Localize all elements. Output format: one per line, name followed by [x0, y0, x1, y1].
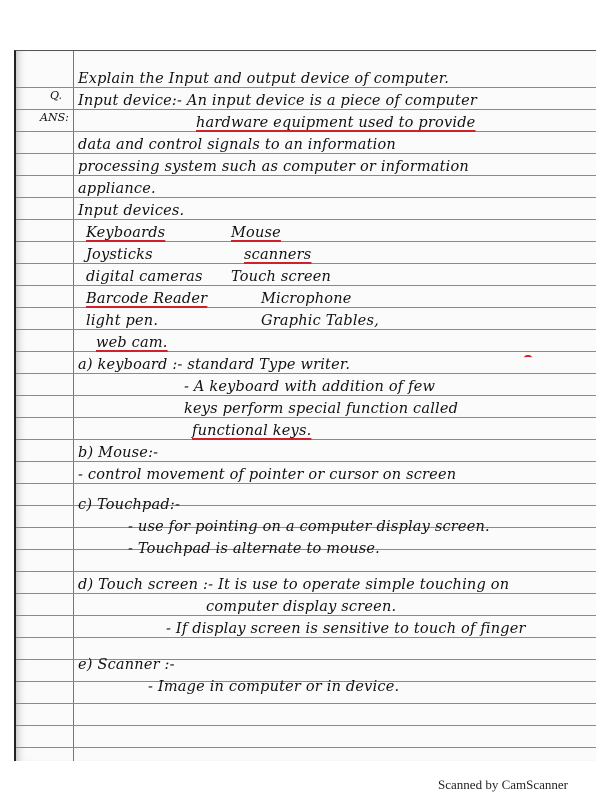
answer-line-3: data and control signals to an information [78, 137, 396, 153]
ruled-line [16, 593, 596, 594]
touch-screen-line-3: - If display screen is sensitive to touch of finger [166, 621, 526, 637]
ruled-line [16, 109, 596, 110]
ruled-line [16, 483, 596, 484]
notebook-page [14, 50, 596, 761]
ruled-line [16, 307, 596, 308]
ruled-line [16, 285, 596, 286]
red-tick-mark [524, 355, 532, 360]
answer-tag: ANS: [40, 111, 69, 124]
keyboard-line-2: - A keyboard with addition of few [184, 379, 436, 395]
device-touch-screen: Touch screen [231, 269, 332, 285]
answer-line-5: appliance. [78, 181, 156, 197]
ruled-line [16, 219, 596, 220]
ruled-line [16, 329, 596, 330]
ruled-line [16, 197, 596, 198]
ruled-line [16, 439, 596, 440]
device-web-cam: web cam. [96, 335, 168, 351]
ruled-line [16, 263, 596, 264]
ruled-line [16, 747, 596, 748]
touch-screen-line-2: computer display screen. [206, 599, 397, 615]
device-graphic-tables: Graphic Tables, [261, 313, 379, 329]
margin-line [73, 51, 74, 761]
device-barcode-reader: Barcode Reader [86, 291, 208, 307]
question-text: Explain the Input and output device of computer. [78, 71, 450, 87]
device-mouse: Mouse [231, 225, 281, 241]
device-scanners: scanners [244, 247, 312, 263]
ruled-line [16, 571, 596, 572]
ruled-line [16, 461, 596, 462]
ruled-line [16, 131, 596, 132]
ruled-line [16, 703, 596, 704]
device-light-pen: light pen. [86, 313, 159, 329]
device-joysticks: Joysticks [86, 247, 153, 263]
touch-screen-heading: d) Touch screen :- It is use to operate simple touching on [78, 577, 510, 593]
mouse-line-2: - control movement of pointer or cursor on screen [78, 467, 457, 483]
keyboard-line-4: functional keys. [192, 423, 312, 439]
device-microphone: Microphone [261, 291, 352, 307]
keyboard-line-3: keys perform special function called [184, 401, 459, 417]
scanner-line-2: - Image in computer or in device. [148, 679, 400, 695]
scanner-heading: e) Scanner :- [78, 657, 175, 673]
ruled-line [16, 87, 596, 88]
answer-line-1: Input device:- An input device is a piece of computer [78, 93, 477, 109]
ruled-line [16, 351, 596, 352]
ruled-line [16, 241, 596, 242]
mouse-heading: b) Mouse:- [78, 445, 159, 461]
answer-line-4: processing system such as computer or information [78, 159, 469, 175]
device-keyboards: Keyboards [86, 225, 166, 241]
ruled-line [16, 417, 596, 418]
scanner-watermark: Scanned by CamScanner [438, 777, 568, 792]
ruled-line [16, 637, 596, 638]
ruled-line [16, 153, 596, 154]
ruled-line [16, 373, 596, 374]
ruled-line [16, 615, 596, 616]
device-digital-cameras: digital cameras [86, 269, 203, 285]
touchpad-line-3: - Touchpad is alternate to mouse. [128, 541, 380, 557]
ruled-line [16, 175, 596, 176]
input-devices-heading: Input devices. [78, 203, 185, 219]
question-tag: Q. [50, 89, 62, 102]
ruled-line [16, 395, 596, 396]
answer-line-2: hardware equipment used to provide [196, 115, 476, 131]
touchpad-heading: c) Touchpad:- [78, 497, 181, 513]
touchpad-line-2: - use for pointing on a computer display screen. [128, 519, 490, 535]
keyboard-heading: a) keyboard :- standard Type writer. [78, 357, 351, 373]
ruled-line [16, 725, 596, 726]
